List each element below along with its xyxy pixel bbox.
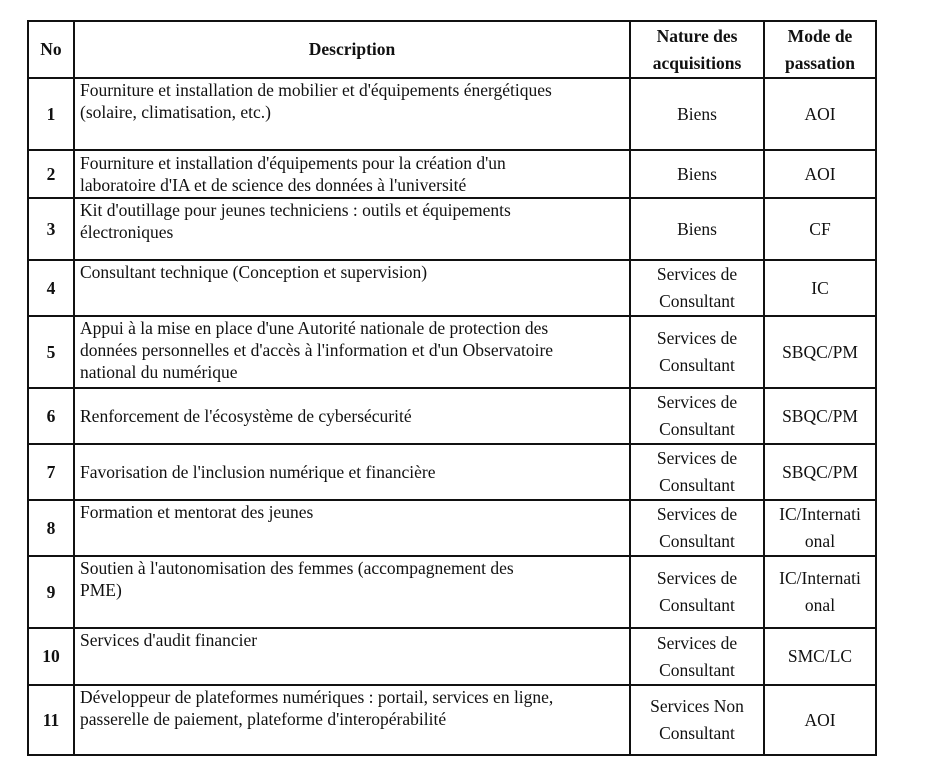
- procurement-table: [27, 20, 877, 756]
- row-mode: [764, 78, 876, 150]
- row-nature-line: Services Non: [650, 696, 744, 716]
- row-nature: [630, 556, 764, 628]
- row-mode-line: AOI: [804, 103, 836, 124]
- table-body: [28, 78, 876, 755]
- row-description-line: électroniques: [80, 222, 174, 242]
- table-row: [28, 316, 876, 388]
- row-description-line: Services d'audit financier: [80, 630, 258, 650]
- row-mode: [764, 556, 876, 628]
- row-number: 5: [28, 316, 74, 388]
- row-number: 1: [28, 78, 74, 150]
- table-row: [28, 444, 876, 500]
- row-description: [74, 316, 630, 388]
- row-nature: [630, 260, 764, 316]
- row-description-line: Appui à la mise en place d'une Autorité nationale de protection des: [80, 318, 549, 338]
- header-row: [28, 21, 876, 78]
- row-mode-line: IC/Internati: [779, 504, 861, 524]
- row-description: [74, 198, 630, 260]
- row-number: 6: [28, 388, 74, 444]
- row-mode-line: IC: [811, 277, 829, 298]
- row-description-line: PME): [80, 580, 122, 600]
- row-nature-line: Consultant: [659, 355, 735, 375]
- header-mode-line: passation: [784, 52, 856, 73]
- row-nature-line: Consultant: [659, 291, 735, 311]
- row-nature-line: Services de: [656, 328, 738, 348]
- row-description: [74, 556, 630, 628]
- table-row: [28, 388, 876, 444]
- row-mode: [764, 150, 876, 198]
- row-description: [74, 444, 630, 500]
- row-nature: [630, 500, 764, 556]
- row-mode-line: onal: [804, 531, 836, 551]
- row-mode: [764, 388, 876, 444]
- row-number: 9: [28, 556, 74, 628]
- row-number: 7: [28, 444, 74, 500]
- row-description: [74, 260, 630, 316]
- table-row: [28, 260, 876, 316]
- row-nature-line: Consultant: [659, 475, 735, 495]
- row-nature-line: Services de: [656, 264, 738, 284]
- row-description-line: Favorisation de l'inclusion numérique et financière: [80, 462, 436, 482]
- row-mode: [764, 500, 876, 556]
- row-nature-line: Biens: [677, 103, 717, 124]
- table-row: [28, 500, 876, 556]
- table-row: [28, 198, 876, 260]
- row-description-line: Développeur de plateformes numériques : portail, services en ligne,: [80, 687, 554, 707]
- row-number: 10: [28, 628, 74, 685]
- row-description: [74, 500, 630, 556]
- row-nature: [630, 628, 764, 685]
- row-nature-line: Services de: [656, 504, 738, 524]
- row-nature-line: Consultant: [659, 659, 735, 680]
- row-nature: [630, 316, 764, 388]
- header-nature: [630, 21, 764, 78]
- row-description: [74, 628, 630, 685]
- row-description-line: Soutien à l'autonomisation des femmes (accompagnement des: [80, 558, 514, 578]
- row-mode: [764, 198, 876, 260]
- row-mode-line: AOI: [804, 709, 836, 730]
- header-nature-line: Nature des: [656, 25, 738, 46]
- table-row: [28, 685, 876, 755]
- row-description-line: Fourniture et installation de mobilier et d'équipements énergétiques: [80, 80, 552, 100]
- row-nature-line: Consultant: [659, 595, 735, 615]
- row-description-line: (solaire, climatisation, etc.): [80, 102, 271, 122]
- row-mode-line: AOI: [804, 163, 836, 184]
- row-mode: [764, 444, 876, 500]
- row-description-line: national du numérique: [80, 362, 238, 382]
- row-nature-line: Services de: [656, 392, 738, 412]
- row-number: 8: [28, 500, 74, 556]
- row-nature: [630, 444, 764, 500]
- row-number: 11: [28, 685, 74, 755]
- row-description: [74, 78, 630, 150]
- row-mode-line: IC/Internati: [779, 568, 861, 588]
- row-mode-line: SBQC/PM: [782, 341, 858, 362]
- header-mode: [764, 21, 876, 78]
- row-mode: [764, 685, 876, 755]
- row-mode: [764, 628, 876, 685]
- header-no: No: [28, 21, 74, 78]
- row-description-line: passerelle de paiement, plateforme d'interopérabilité: [80, 709, 447, 729]
- header-nature-line: acquisitions: [652, 52, 742, 73]
- row-mode-line: CF: [809, 218, 831, 239]
- row-description-line: laboratoire d'IA et de science des données à l'université: [80, 175, 467, 195]
- row-nature-line: Services de: [656, 632, 738, 653]
- header-mode-line: Mode de: [787, 25, 853, 46]
- row-description: [74, 150, 630, 198]
- row-description-line: Kit d'outillage pour jeunes techniciens : outils et équipements: [80, 200, 511, 220]
- row-description: [74, 388, 630, 444]
- table-row: [28, 628, 876, 685]
- row-description-line: Renforcement de l'écosystème de cybersécurité: [80, 406, 412, 426]
- row-number: 4: [28, 260, 74, 316]
- row-nature-line: Services de: [656, 568, 738, 588]
- row-mode-line: SBQC/PM: [782, 405, 858, 426]
- row-mode: [764, 316, 876, 388]
- header-description: Description: [74, 21, 630, 78]
- row-nature: [630, 78, 764, 150]
- row-nature-line: Biens: [677, 163, 717, 184]
- row-nature: [630, 685, 764, 755]
- row-nature: [630, 150, 764, 198]
- row-nature-line: Consultant: [659, 531, 735, 551]
- row-mode-line: SBQC/PM: [782, 461, 858, 482]
- row-nature-line: Consultant: [659, 419, 735, 439]
- row-mode: [764, 260, 876, 316]
- row-nature: [630, 388, 764, 444]
- row-number: 2: [28, 150, 74, 198]
- row-description-line: Formation et mentorat des jeunes: [80, 502, 314, 522]
- row-mode-line: SMC/LC: [787, 646, 853, 666]
- row-nature-line: Services de: [656, 448, 738, 468]
- table-row: [28, 78, 876, 150]
- table-row: [28, 556, 876, 628]
- row-description-line: Fourniture et installation d'équipements pour la création d'un: [80, 153, 506, 173]
- row-nature-line: Biens: [677, 218, 717, 239]
- row-number: 3: [28, 198, 74, 260]
- row-nature: [630, 198, 764, 260]
- row-description-line: données personnelles et d'accès à l'information et d'un Observatoire: [80, 340, 554, 360]
- row-mode-line: onal: [804, 595, 836, 615]
- row-nature-line: Consultant: [659, 723, 735, 743]
- row-description-line: Consultant technique (Conception et supervision): [80, 262, 428, 282]
- table-row: [28, 150, 876, 198]
- row-description: [74, 685, 630, 755]
